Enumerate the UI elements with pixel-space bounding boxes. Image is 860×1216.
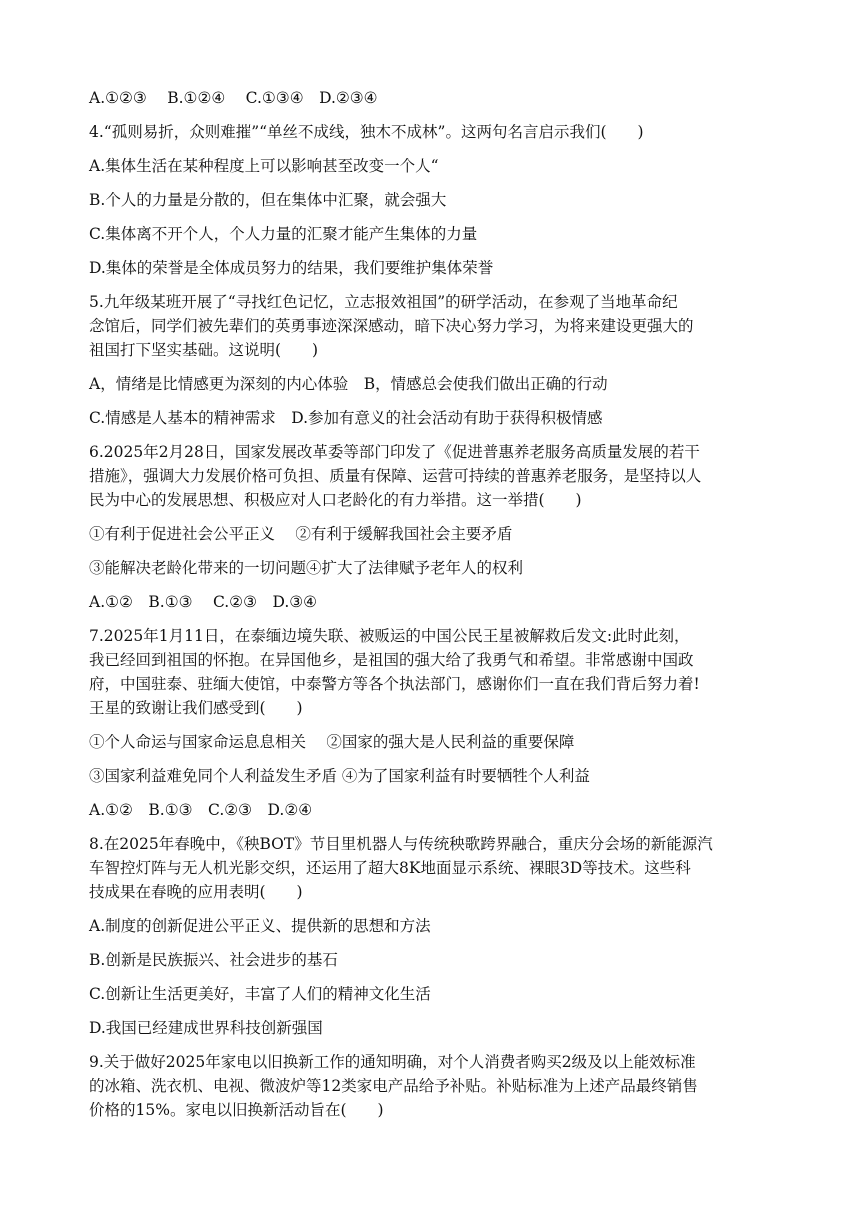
- q9-stem: [89, 1050, 779, 1122]
- q4-option-c: C.集体离不开个人，个人力量的汇聚才能产生集体的力量: [89, 225, 478, 243]
- exam-page: [89, 86, 779, 1122]
- q8-stem-line: 8.在2025年春晚中，《秧BOT》节目里机器人与传统秧歌跨界融合，重庆分会场的新能源汽: [89, 835, 713, 853]
- q9-stem-line: 9.关于做好2025年家电以旧换新工作的通知明确，对个人消费者购买2级及以上能效标准: [89, 1053, 696, 1071]
- q8-option-d: D.我国已经建成世界科技创新强国: [89, 1019, 323, 1037]
- q6-stem: [89, 440, 779, 512]
- q6-stem-line: 6.2025年2月28日，国家发展改革委等部门印发了《促进普惠养老服务高质量发展的若干: [89, 443, 700, 461]
- q8-stem: [89, 832, 779, 904]
- q8-option-c: C.创新让生活更美好，丰富了人们的精神文化生活: [89, 985, 431, 1003]
- q5-stem-line: 祖国打下坚实基础。这说明( ): [89, 341, 319, 359]
- q3-options: A.①②③ B.①②④ C.①③④ D.②③④: [89, 89, 378, 107]
- q5-stem-line: 念馆后，同学们被先辈们的英勇事迹深深感动，暗下决心努力学习，为将来建设更强大的: [89, 317, 694, 335]
- q7-stem-line: 7.2025年1月11日，在泰缅边境失联、被贩运的中国公民王星被解救后发文:此时此刻，: [89, 627, 690, 645]
- q8-option-b: B.创新是民族振兴、社会进步的基石: [89, 951, 338, 969]
- q7-statements-34: ③国家利益难免同个人利益发生矛盾 ④为了国家利益有时要牺牲个人利益: [89, 767, 590, 785]
- q6-statements-12: ①有利于促进社会公平正义 ②有利于缓解我国社会主要矛盾: [89, 525, 513, 543]
- q7-stem-line: 府，中国驻泰、驻缅大使馆，中泰警方等各个执法部门，感谢你们一直在我们背后努力着!: [89, 675, 700, 693]
- q6-stem-line: 民为中心的发展思想、积极应对人口老龄化的有力举措。这一举措( ): [89, 491, 582, 509]
- q4-option-d: D.集体的荣誉是全体成员努力的结果，我们要维护集体荣誉: [89, 259, 494, 277]
- q7-stem-line: 我已经回到祖国的怀抱。在异国他乡，是祖国的强大给了我勇气和希望。非常感谢中国政: [89, 651, 694, 669]
- q8-stem-line: 车智控灯阵与无人机光影交织，还运用了超大8K地面显示系统、裸眼3D等技术。这些科: [89, 859, 691, 877]
- q4-option-b: B.个人的力量是分散的，但在集体中汇聚，就会强大: [89, 191, 447, 209]
- q7-stem-line: 王星的致谢让我们感受到( ): [89, 699, 303, 717]
- q6-options: A.①② B.①③ C.②③ D.③④: [89, 593, 318, 611]
- q5-stem-line: 5.九年级某班开展了“寻找红色记忆，立志报效祖国”的研学活动，在参观了当地革命纪: [89, 293, 678, 311]
- q5-options-ab: A，情绪是比情感更为深刻的内心体验 B，情感总会使我们做出正确的行动: [89, 375, 608, 393]
- q7-statements-12: ①个人命运与国家命运息息相关 ②国家的强大是人民利益的重要保障: [89, 733, 575, 751]
- q7-options: A.①② B.①③ C.②③ D.②④: [89, 801, 313, 819]
- q9-stem-line: 价格的15%。家电以旧换新活动旨在( ): [89, 1101, 384, 1119]
- q8-stem-line: 技成果在春晚的应用表明( ): [89, 883, 303, 901]
- q4-option-a: A.集体生活在某种程度上可以影响甚至改变一个人“: [89, 157, 439, 175]
- q4-stem: 4.“孤则易折，众则难摧”“单丝不成线，独木不成林”。这两句名言启示我们( ): [89, 123, 644, 141]
- q7-stem: [89, 624, 779, 720]
- q5-options-cd: C.情感是人基本的精神需求 D.参加有意义的社会活动有助于获得积极情感: [89, 409, 603, 427]
- q9-stem-line: 的冰箱、洗衣机、电视、微波炉等12类家电产品给予补贴。补贴标准为上述产品最终销售: [89, 1077, 698, 1095]
- q5-stem: [89, 290, 779, 362]
- q8-option-a: A.制度的创新促进公平正义、提供新的思想和方法: [89, 917, 431, 935]
- q6-statements-34: ③能解决老龄化带来的一切问题④扩大了法律赋予老年人的权利: [89, 559, 524, 577]
- q6-stem-line: 措施》，强调大力发展价格可负担、质量有保障、运营可持续的普惠养老服务，是坚持以人: [89, 467, 702, 485]
